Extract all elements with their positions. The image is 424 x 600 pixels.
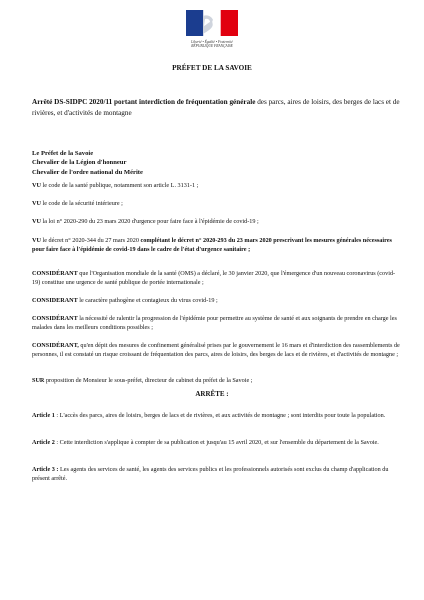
republic-flag-icon [186, 10, 238, 40]
sur-paragraph: SUR proposition de Monsieur le sous-préfet, directeur de cabinet du préfet de la Savoie ; [32, 377, 253, 384]
visa-paragraph: VU le code de la santé publique, notamment son article L. 3131-1 ; [32, 182, 199, 189]
authority-line: Le Préfet de la Savoie [32, 150, 94, 157]
visa-paragraph: VU le code de la sécurité intérieure ; [32, 200, 123, 207]
decree-title [32, 97, 400, 118]
article-paragraph: Article 2 : Cette interdiction s'applique à compter de sa publication et jusqu'au 15 avril 2020, et sur l'ensemble du département de la Savoie. [32, 439, 379, 446]
logo-motto: Liberté • Égalité • Fraternité [191, 40, 233, 44]
decree-title-bold: Arrêté DS-SIDPC 2020/11 portant interdiction de fréquentation générale [32, 98, 256, 106]
considerant-paragraph: CONSIDÉRANT que l'Organisation mondiale de la santé (OMS) a déclaré, le 30 janvier 2020, que l'émergence d'un nouveau coronavirus (covid-19) constitue une urgence de santé publique de portée internationale ; [32, 270, 396, 286]
decree-title-rest: des parcs, aires de loisirs, des berges de lacs et de rivières, et d'activités de montagne [32, 98, 400, 117]
considerant-paragraph: CONSIDÉRANT, qu'en dépit des mesures de confinement généralisé prises par le gouvernement le 16 mars et d'interdiction des rassemblements de personnes, il est constaté un risque croissant de fréquentation des parcs, aires de loisirs, des berges de lacs et de rivières, et d'activités de montagne ; [32, 342, 400, 358]
visa-paragraph: VU le décret n° 2020-344 du 27 mars 2020 complétant le décret n° 2020-293 du 23 mars 2020 prescrivant les mesures générales nécessaires pour faire face à l'épidémie de covid-19 dans le cadre de l'état d'urgence sanitaire ; [32, 237, 392, 253]
authority-block [32, 149, 400, 177]
article-paragraph: Article 3 : Les agents des services de santé, les agents des services publics et les professionnels autorisés sont exclus du champ d'application du présent arrêté. [32, 466, 389, 482]
arrete-heading: ARRÊTE : [195, 390, 229, 398]
visa-paragraph: VU la loi n° 2020-290 du 23 mars 2020 d'urgence pour faire face à l'épidémie de covid-19 ; [32, 218, 259, 225]
authority-line: Chevalier de la Légion d'honneur [32, 159, 127, 167]
prefect-title: PRÉFET DE LA SAVOIE [172, 64, 252, 72]
article-paragraph: Article 1 : L'accès des parcs, aires de loisirs, berges de lacs et de rivières, et aux activités de montagne ; sont interdits pour toute la population. [32, 412, 386, 419]
considerant-paragraph: CONSIDÉRANT la nécessité de ralentir la progression de l'épidémie pour permettre au système de santé et aux soignants de prendre en charge les malades dans les meilleurs conditions possibles ; [32, 315, 397, 331]
marianne-logo [186, 10, 238, 48]
authority-line: Chevalier de l'ordre national du Mérite [32, 168, 143, 176]
logo-republic: RÉPUBLIQUE FRANÇAISE [191, 44, 233, 49]
considerant-paragraph: CONSIDERANT le caractère pathogène et contagieux du virus covid-19 ; [32, 297, 218, 304]
